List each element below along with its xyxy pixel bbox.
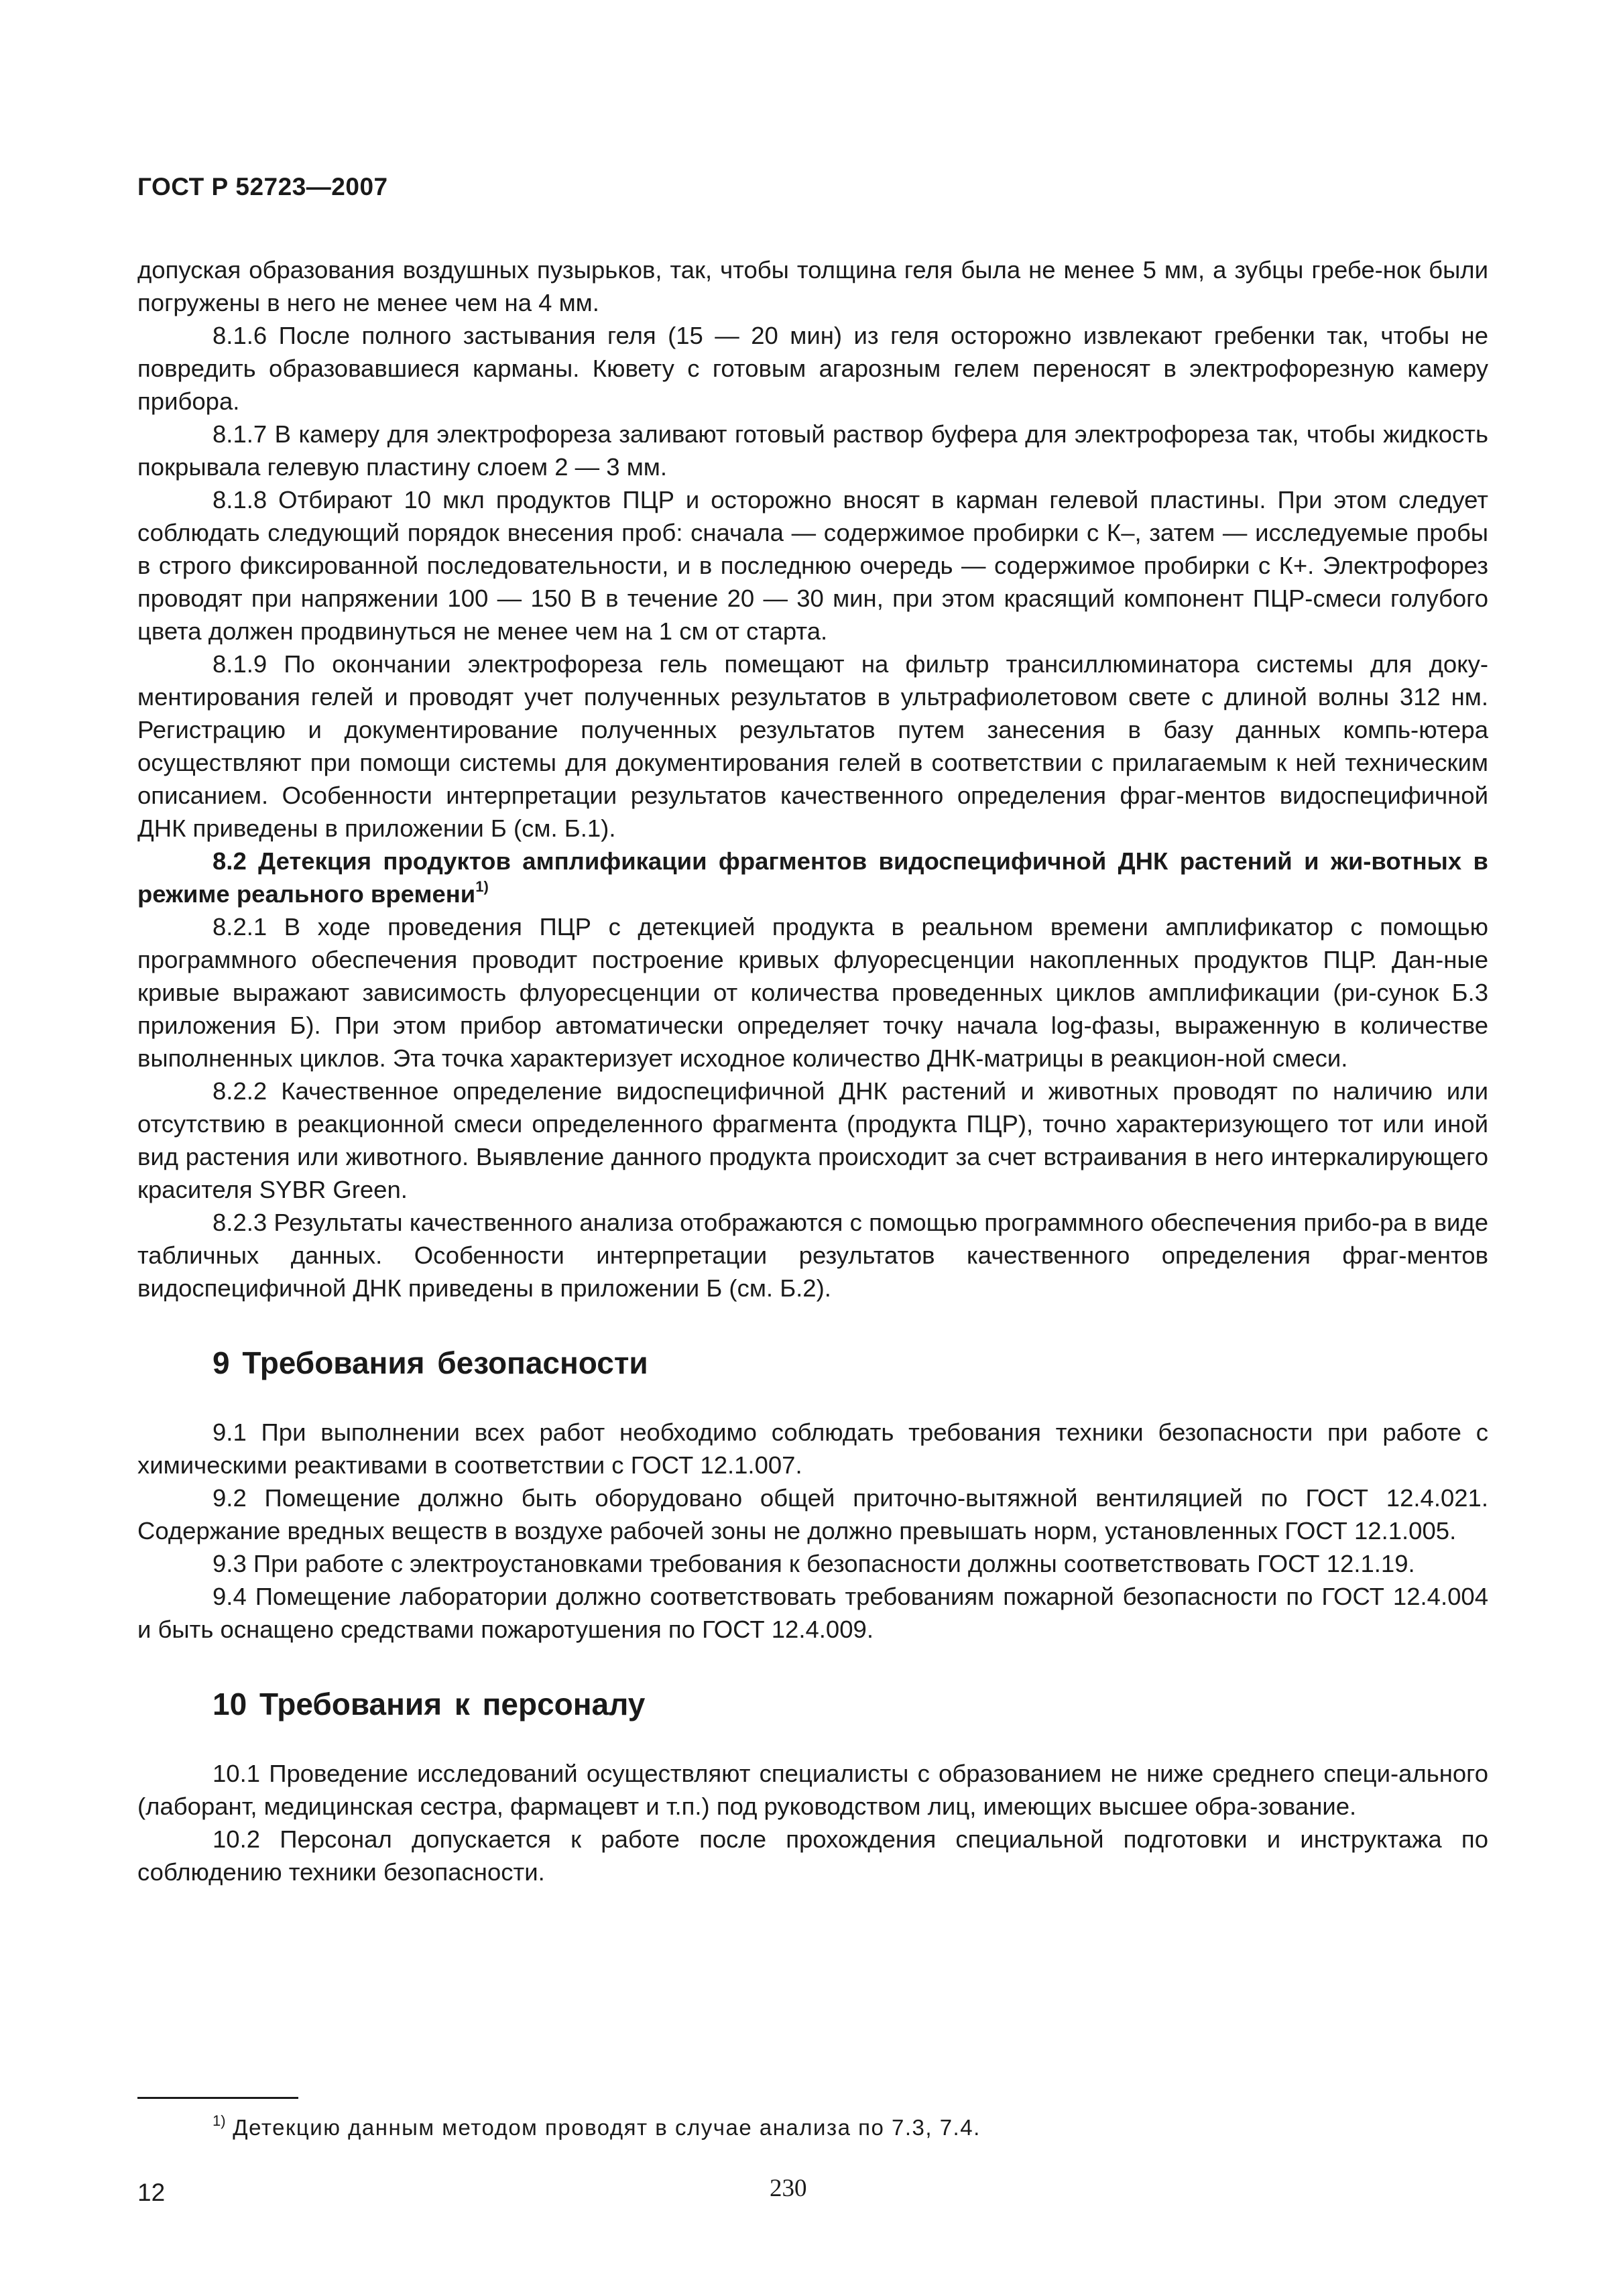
subheading-8-2-text: 8.2 Детекция продуктов амплификации фрагментов видоспецифичной ДНК растений и жи-вотных в режиме реального времени <box>137 847 1488 908</box>
paragraph-group-9 <box>137 1416 1488 1646</box>
footnote-text: Детекцию данным методом проводят в случае анализа по 7.3, 7.4. <box>233 2115 981 2140</box>
footnote-reference: 1) <box>475 878 489 895</box>
footnote-divider <box>137 2097 298 2099</box>
paragraph-group-8-1 <box>137 253 1488 845</box>
section-10-paragraph: 10.1 Проведение исследований осуществляют специалисты с образованием не ниже среднего специ-ального (лаборант, медицинская сестра, фармацевт и т.п.) под руководством лиц, имеющих высшее обра-зование. <box>137 1760 1488 1820</box>
section-8-2-paragraph: 8.2.3 Результаты качественного анализа отображаются с помощью программного обеспечения прибо-ра в виде табличных данных. Особенности интерпретации результатов качественного определения фраг-ментов видоспецифичной ДНК приведены в приложении Б (см. Б.2). <box>137 1209 1488 1302</box>
section-9-paragraph: 9.2 Помещение должно быть оборудовано общей приточно-вытяжной вентиляцией по ГОСТ 12.4.021. Содержание вредных веществ в воздухе рабочей зоны не должно превышать норм, установленных ГОСТ 12.1.005. <box>137 1484 1488 1545</box>
paragraph-group-8-2 <box>137 910 1488 1305</box>
section-heading-10: 10 Требования к персоналу <box>213 1687 646 1721</box>
print-sheet-number: 230 <box>770 2175 807 2202</box>
section-8-1-paragraph: 8.1.7 В камеру для электрофореза заливают готовый раствор буфера для электрофореза так, чтобы жидкость покрывала гелевую пластину слоем 2 — 3 мм. <box>137 420 1488 481</box>
section-8-1-paragraph: 8.1.9 По окончании электрофореза гель помещают на фильтр трансиллюминатора системы для доку-ментирования гелей и проводят учет полученных результатов в ультрафиолетовом свете с длиной волны 312 нм. Регистрацию и документирование полученных результатов путем занесения в базу данных компь-ютера осуществляют при помощи системы для документирования гелей в соответствии с прилагаемым к ней техническим описанием. Особенности интерпретации результатов качественного определения фраг-ментов видоспецифичной ДНК приведены в приложении Б (см. Б.1). <box>137 650 1488 842</box>
body-text <box>137 253 1488 1888</box>
section-10-paragraph: 10.2 Персонал допускается к работе после прохождения специальной подготовки и инструктажа по соблюдению техники безопасности. <box>137 1825 1488 1886</box>
footnote-mark: 1) <box>213 2112 226 2129</box>
section-8-1-paragraph: 8.1.8 Отбирают 10 мкл продуктов ПЦР и осторожно вносят в карман гелевой пластины. При этом следует соблюдать следующий порядок внесения проб: сначала — содержимое пробирки с К–, затем — исследуемые пробы в строго фиксированной последовательности, и в последнюю очередь — содержимое пробирки с К+. Электрофорез проводят при напряжении 100 — 150 В в течение 20 — 30 мин, при этом красящий компонент ПЦР-смеси голубого цвета должен продвинуться не менее чем на 1 см от старта. <box>137 486 1488 645</box>
page-number: 12 <box>137 2179 166 2206</box>
section-9-paragraph: 9.3 При работе с электроустановками требования к безопасности должны соответствовать ГОСТ 12.1.19. <box>213 1550 1415 1577</box>
section-heading-9: 9 Требования безопасности <box>213 1345 648 1380</box>
section-8-2-paragraph: 8.2.1 В ходе проведения ПЦР с детекцией продукта в реальном времени амплификатор с помощью программного обеспечения проводит построение кривых флуоресценции накопленных продуктов ПЦР. Дан-ные кривые выражают зависимость флуоресценции от количества проведенных циклов амплификации (ри-сунок Б.3 приложения Б). При этом прибор автоматически определяет точку начала log-фазы, выраженную в количестве выполненных циклов. Эта точка характеризует исходное количество ДНК-матрицы в реакцион-ной смеси. <box>137 913 1488 1072</box>
document-header: ГОСТ Р 52723—2007 <box>137 173 388 200</box>
section-9-paragraph: 9.4 Помещение лаборатории должно соответствовать требованиям пожарной безопасности по ГОСТ 12.4.004 и быть оснащено средствами пожаротушения по ГОСТ 12.4.009. <box>137 1583 1488 1643</box>
footnote <box>213 2113 981 2142</box>
section-8-1-paragraph: 8.1.6 После полного застывания геля (15 — 20 мин) из геля осторожно извлекают гребенки так, чтобы не повредить образовавшиеся карманы. Кювету с готовым агарозным гелем переносят в электрофорезную камеру прибора. <box>137 322 1488 415</box>
section-9-paragraph: 9.1 При выполнении всех работ необходимо соблюдать требования техники безопасности при работе с химическими реактивами в соответствии с ГОСТ 12.1.007. <box>137 1418 1488 1479</box>
section-8-2-paragraph: 8.2.2 Качественное определение видоспецифичной ДНК растений и животных проводят по наличию или отсутствию в реакционной смеси определенного фрагмента (продукта ПЦР), точно характеризующего тот или иной вид растения или животного. Выявление данного продукта происходит за счет встраивания в него интеркалирующего красителя SYBR Green. <box>137 1077 1488 1203</box>
paragraph-group-10 <box>137 1757 1488 1888</box>
subheading-8-2 <box>137 845 1488 910</box>
section-8-1-paragraph: допуская образования воздушных пузырьков, так, чтобы толщина геля была не менее 5 мм, а зубцы гребе-нок были погружены в него не менее чем на 4 мм. <box>137 256 1488 316</box>
